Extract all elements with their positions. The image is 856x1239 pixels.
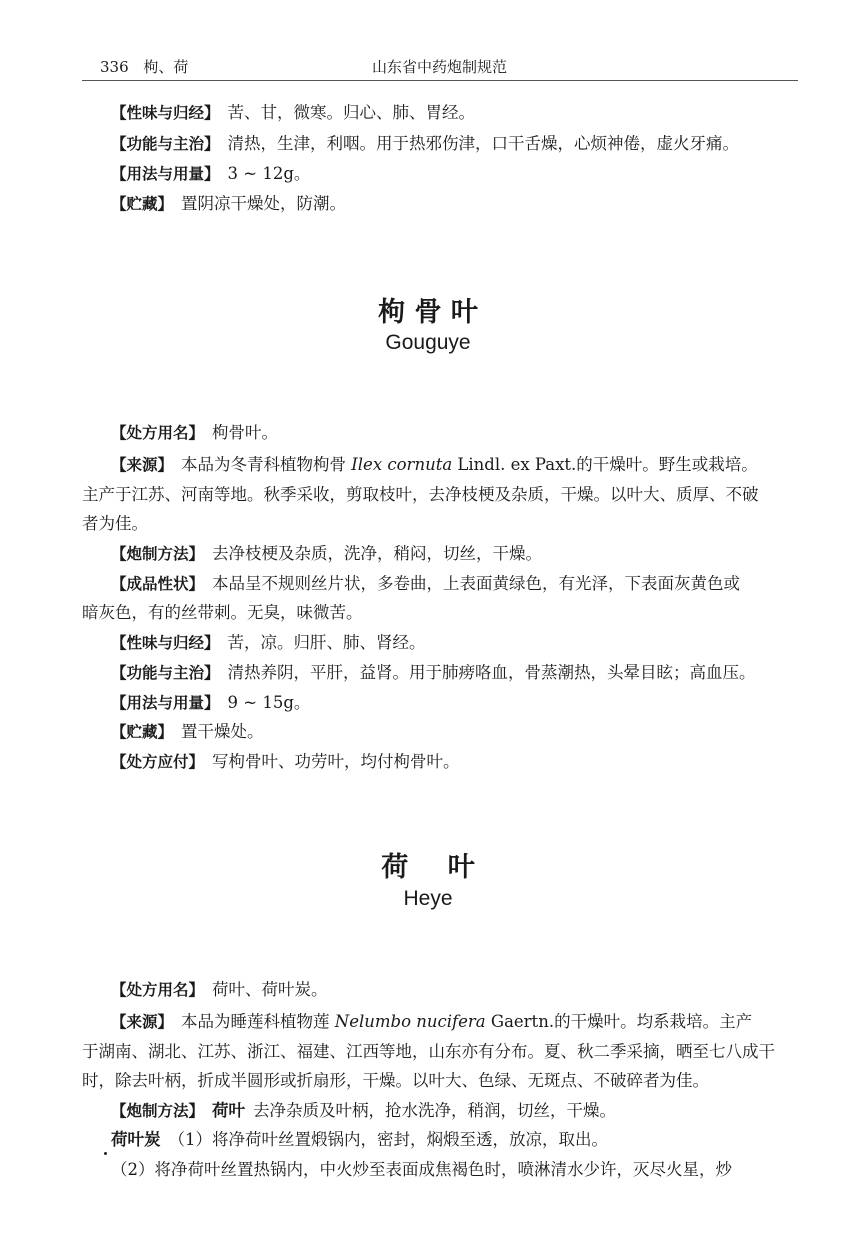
label: 【功能与主治】 <box>111 135 220 153</box>
text: 去净杂质及叶柄，抢水洗净，稍润，切丝，干燥。 <box>253 1101 617 1120</box>
gouguye-laiyuan-3: 者为佳。 <box>82 514 148 533</box>
prev-gongneng <box>111 131 739 157</box>
text: 枸骨叶。 <box>212 423 279 442</box>
label: 【功能与主治】 <box>111 664 220 682</box>
gouguye-laiyuan-1 <box>111 452 758 478</box>
text: Gaertn.的干燥叶。均系栽培。主产 <box>490 1012 753 1031</box>
text: （1）将净荷叶丝置煅锅内，密封，焖煅至透，放凉，取出。 <box>168 1130 608 1149</box>
latin-name: Nelumbo nucifera <box>334 1012 486 1031</box>
gouguye-xingzhuang-2: 暗灰色，有的丝带刺。无臭，味微苦。 <box>82 603 363 622</box>
heye-paozhi <box>111 1098 616 1124</box>
heye-tan-2: （2）将净荷叶丝置热锅内，中火炒至表面成焦褐色时，喷淋清水少许，灭尽火星，炒 <box>111 1160 732 1179</box>
prev-zhucang <box>111 191 346 217</box>
text: 9 ~ 15g。 <box>227 693 311 712</box>
label: 【炮制方法】 <box>111 1102 205 1120</box>
heye-chufang <box>111 977 328 1003</box>
gouguye-chufang <box>111 420 278 446</box>
gouguye-laiyuan-2: 主产于江苏、河南等地。秋季采收，剪取枝叶，去净枝梗及杂质，干燥。以叶大、质厚、不破 <box>82 485 759 504</box>
label: 【处方应付】 <box>111 753 205 771</box>
page-number: 336 <box>100 58 129 76</box>
gouguye-xingzhuang-1 <box>111 571 740 597</box>
scan-dot <box>104 1152 107 1155</box>
gouguye-xingwei <box>111 630 426 656</box>
text: 清热养阴，平肝，益肾。用于肺痨咯血，骨蒸潮热，头晕目眩；高血压。 <box>227 663 756 682</box>
label: 【成品性状】 <box>111 575 205 593</box>
label: 【性味与归经】 <box>111 634 220 652</box>
label: 【贮藏】 <box>111 723 174 741</box>
text: 置阴凉干燥处，防潮。 <box>181 194 347 213</box>
label: 【用法与用量】 <box>111 694 220 712</box>
text: 去净枝梗及杂质，洗净，稍闷，切丝，干燥。 <box>212 544 543 563</box>
heye-tan-1 <box>111 1127 608 1153</box>
text: 本品为睡莲科植物莲 <box>181 1012 330 1031</box>
label: 【来源】 <box>111 1013 174 1031</box>
label: 【处方用名】 <box>111 424 205 442</box>
label: 【处方用名】 <box>111 981 205 999</box>
entry-title-heye: 荷 叶 <box>381 852 475 883</box>
text: 写枸骨叶、功劳叶，均付枸骨叶。 <box>212 752 460 771</box>
prev-yongfa <box>111 161 310 187</box>
text: 3 ~ 12g。 <box>227 164 311 183</box>
sub-label: 荷叶炭 <box>111 1130 161 1149</box>
gouguye-gongneng <box>111 660 756 686</box>
heye-laiyuan-1 <box>111 1009 752 1035</box>
text: 清热，生津，利咽。用于热邪伤津，口干舌燥，心烦神倦，虚火牙痛。 <box>227 134 740 153</box>
gouguye-yongfa <box>111 690 310 716</box>
gouguye-paozhi <box>111 541 542 567</box>
label: 【炮制方法】 <box>111 545 205 563</box>
entry-pinyin-gouguye: Gouguye <box>385 331 471 354</box>
page-header-left <box>100 56 188 77</box>
header-rule <box>82 80 798 81</box>
entry-pinyin-heye: Heye <box>403 887 453 910</box>
label: 【贮藏】 <box>111 195 174 213</box>
text: 本品呈不规则丝片状，多卷曲，上表面黄绿色，有光泽，下表面灰黄色或 <box>212 574 741 593</box>
chapter-label: 枸、荷 <box>143 58 189 76</box>
latin-name: Ilex cornuta <box>351 455 453 474</box>
heye-laiyuan-2: 于湖南、湖北、江苏、浙江、福建、江西等地，山东亦有分布。夏、秋二季采摘，晒至七八成干 <box>82 1042 775 1061</box>
text: 置干燥处。 <box>181 722 264 741</box>
sub-label: 荷叶 <box>212 1101 246 1120</box>
entry-title-gouguye: 枸 骨 叶 <box>378 297 478 328</box>
text: 本品为冬青科植物枸骨 <box>181 455 347 474</box>
prev-xingwei <box>111 100 475 126</box>
text: 苦，凉。归肝、肺、肾经。 <box>227 633 426 652</box>
gouguye-zhucang <box>111 719 264 745</box>
gouguye-yingfu <box>111 749 460 775</box>
label: 【用法与用量】 <box>111 165 220 183</box>
text: 苦、甘，微寒。归心、肺、胃经。 <box>227 103 476 122</box>
running-header <box>82 44 798 80</box>
label: 【性味与归经】 <box>111 104 220 122</box>
text: Lindl. ex Paxt.的干燥叶。野生或栽培。 <box>457 455 758 474</box>
heye-laiyuan-3: 时，除去叶柄，折成半圆形或折扇形，干燥。以叶大、色绿、无斑点、不破碎者为佳。 <box>82 1071 709 1090</box>
book-title: 山东省中药炮制规范 <box>372 58 508 76</box>
text: 荷叶、荷叶炭。 <box>212 980 328 999</box>
label: 【来源】 <box>111 456 174 474</box>
